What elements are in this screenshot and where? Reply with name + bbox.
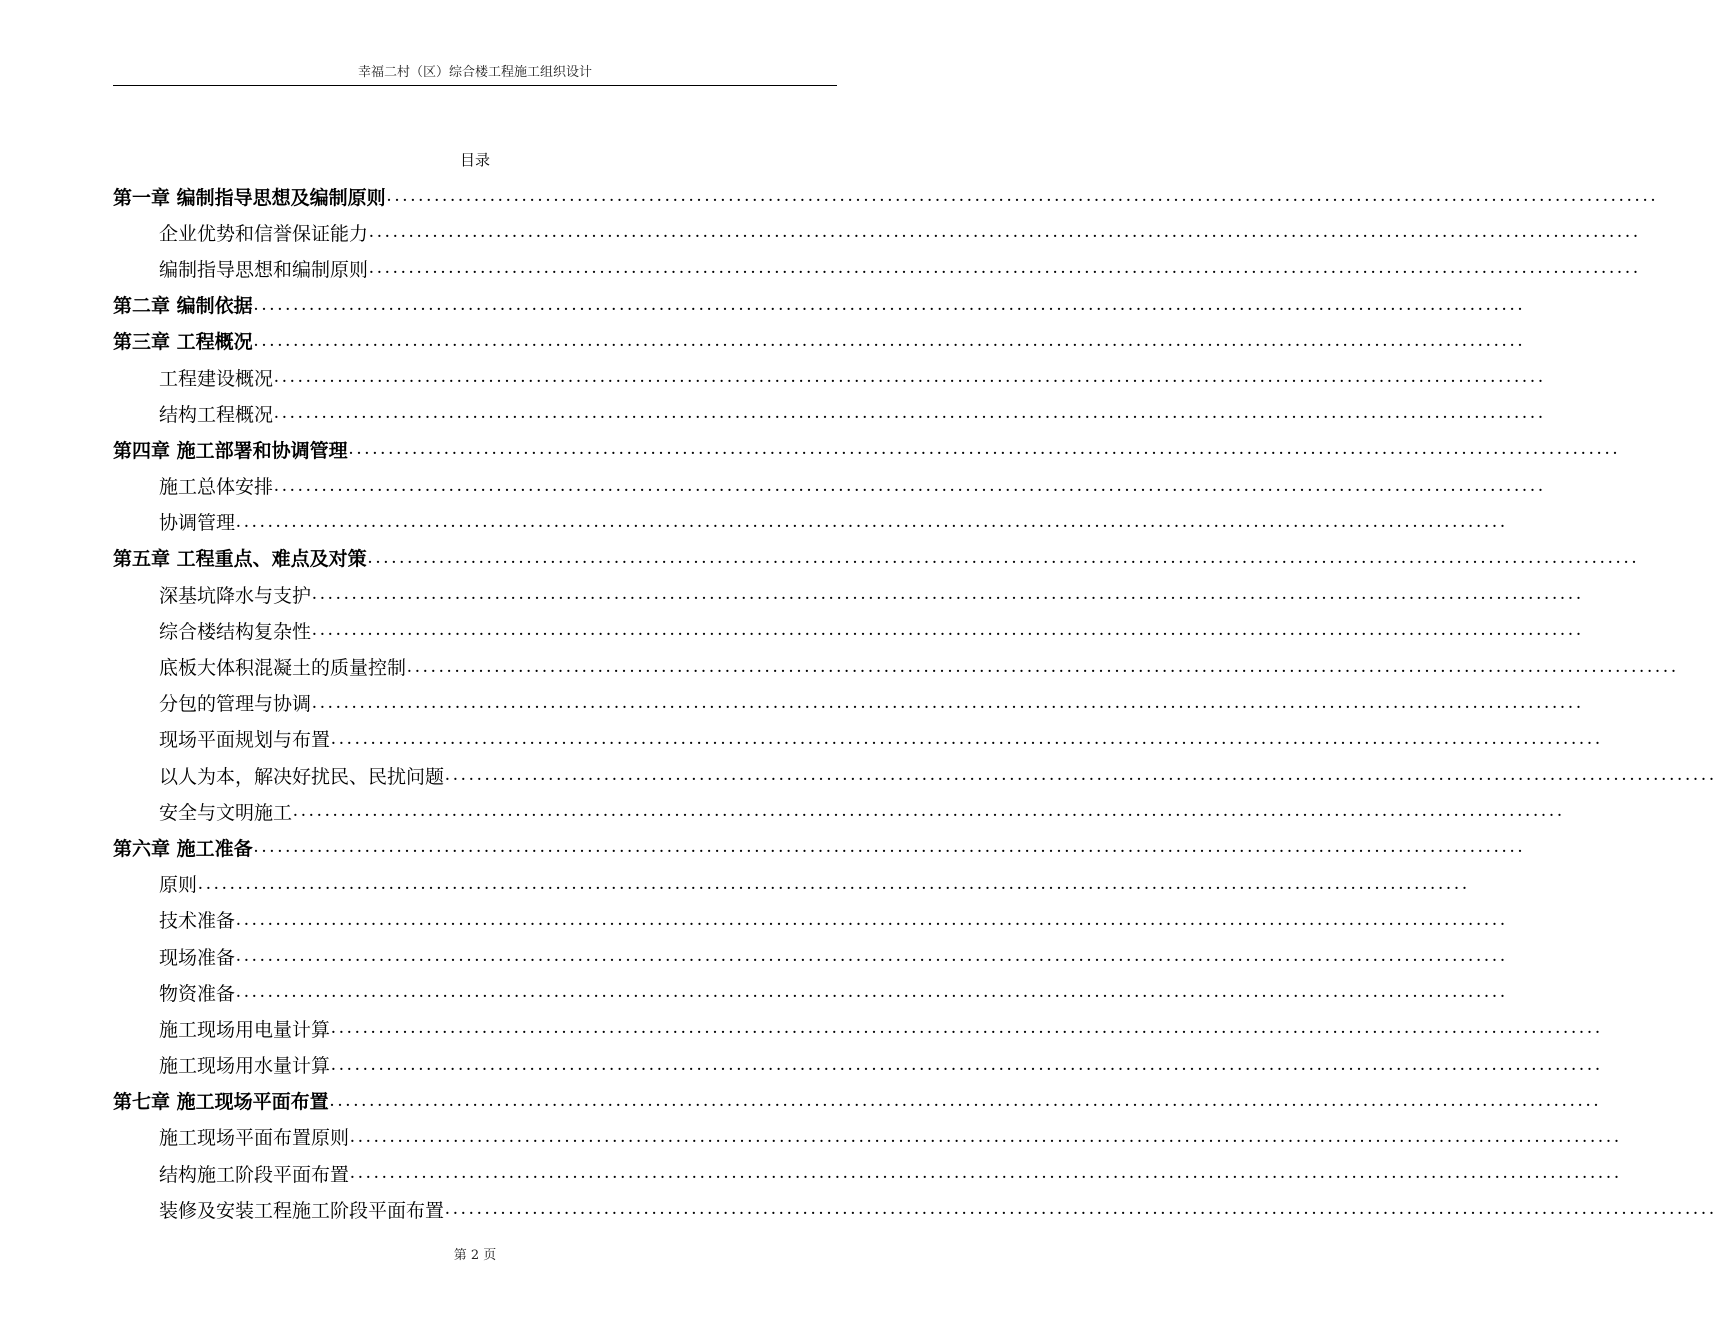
toc-chapter-entry[interactable] [113, 540, 1640, 576]
toc-dot-leader: ................................................................................................................................................................ [236, 981, 1509, 1003]
table-of-contents [113, 178, 1717, 1227]
toc-entry-text: 第五章 工程重点、难点及对策 [113, 548, 367, 571]
toc-dot-leader: ................................................................................................................................................................ [331, 1053, 1604, 1075]
toc-dot-leader: ................................................................................................................................................................ [445, 764, 1717, 786]
toc-entry-text: 第七章 施工现场平面布置 [113, 1091, 329, 1114]
toc-section-entry[interactable] [113, 1155, 1623, 1191]
toc-dot-leader: ................................................................................................................................................................ [369, 257, 1642, 279]
toc-section-entry[interactable] [113, 648, 1680, 684]
toc-chapter-entry[interactable] [113, 431, 1621, 467]
toc-section-entry[interactable] [113, 612, 1585, 648]
toc-section-entry[interactable] [113, 974, 1509, 1010]
toc-section-entry[interactable] [113, 721, 1604, 757]
toc-chapter-entry[interactable] [113, 1083, 1602, 1119]
toc-dot-leader: ................................................................................................................................................................ [236, 510, 1509, 532]
toc-entry-text: 第三章 工程概况 [113, 331, 253, 354]
toc-entry-text: 底板大体积混凝土的质量控制 [159, 657, 407, 680]
toc-dot-leader: ................................................................................................................................................................ [329, 1089, 1602, 1111]
page-number: 第 2 页 [453, 1248, 497, 1263]
toc-entry-text: 结构工程概况 [159, 403, 274, 426]
toc-dot-leader: ................................................................................................................................................................ [386, 185, 1659, 207]
toc-title: 目录 [459, 151, 490, 169]
toc-entry-text: 协调管理 [159, 512, 236, 535]
toc-section-entry[interactable] [113, 793, 1566, 829]
toc-entry-text: 技术准备 [159, 910, 236, 933]
toc-section-entry[interactable] [113, 576, 1585, 612]
toc-entry-text: 原则 [159, 874, 198, 897]
toc-dot-leader: ................................................................................................................................................................ [198, 872, 1471, 894]
toc-entry-text: 综合楼结构复杂性 [159, 620, 312, 643]
toc-dot-leader: ................................................................................................................................................................ [350, 1162, 1623, 1184]
toc-dot-leader: ................................................................................................................................................................ [331, 1017, 1604, 1039]
toc-dot-leader: ................................................................................................................................................................ [253, 293, 1526, 315]
toc-section-entry[interactable] [113, 685, 1585, 721]
toc-entry-text: 施工现场用电量计算 [159, 1018, 331, 1041]
toc-section-entry[interactable] [113, 395, 1547, 431]
toc-dot-leader: ................................................................................................................................................................ [369, 221, 1642, 243]
toc-section-entry[interactable] [113, 902, 1509, 938]
toc-entry-text: 第六章 施工准备 [113, 837, 253, 860]
toc-entry-text: 装修及安装工程施工阶段平面布置 [159, 1199, 445, 1222]
toc-section-entry[interactable] [113, 468, 1547, 504]
toc-dot-leader: ................................................................................................................................................................ [312, 691, 1585, 713]
toc-section-entry[interactable] [113, 504, 1509, 540]
toc-entry-text: 企业优势和信誉保证能力 [159, 222, 369, 245]
toc-dot-leader: ................................................................................................................................................................ [348, 438, 1621, 460]
toc-section-entry[interactable] [113, 1047, 1604, 1083]
toc-section-entry[interactable] [113, 214, 1642, 250]
toc-entry-text: 结构施工阶段平面布置 [159, 1163, 350, 1186]
toc-dot-leader: ................................................................................................................................................................ [253, 329, 1526, 351]
toc-entry-text: 编制指导思想和编制原则 [159, 258, 369, 281]
toc-dot-leader: ................................................................................................................................................................ [445, 1198, 1717, 1220]
toc-chapter-entry[interactable] [113, 178, 1659, 214]
toc-entry-text: 深基坑降水与支护 [159, 584, 312, 607]
toc-dot-leader: ................................................................................................................................................................ [274, 474, 1547, 496]
toc-section-entry[interactable] [113, 1010, 1604, 1046]
toc-chapter-entry[interactable] [113, 323, 1526, 359]
toc-section-entry[interactable] [113, 938, 1509, 974]
toc-section-entry[interactable] [113, 757, 1717, 793]
toc-chapter-entry[interactable] [113, 287, 1526, 323]
page-footer [0, 1247, 950, 1265]
toc-entry-text: 施工现场平面布置原则 [159, 1127, 350, 1150]
toc-entry-text: 安全与文明施工 [159, 801, 293, 824]
toc-section-entry[interactable] [113, 1191, 1717, 1227]
toc-entry-text: 施工总体安排 [159, 476, 274, 499]
toc-dot-leader: ................................................................................................................................................................ [407, 655, 1680, 677]
page-header [113, 64, 837, 86]
toc-section-entry[interactable] [113, 1119, 1623, 1155]
toc-dot-leader: ................................................................................................................................................................ [236, 945, 1509, 967]
toc-section-entry[interactable] [113, 250, 1642, 286]
toc-dot-leader: ................................................................................................................................................................ [274, 366, 1547, 388]
toc-entry-text: 现场平面规划与布置 [159, 729, 331, 752]
toc-dot-leader: ................................................................................................................................................................ [312, 583, 1585, 605]
toc-dot-leader: ................................................................................................................................................................ [253, 836, 1526, 858]
toc-dot-leader: ................................................................................................................................................................ [236, 908, 1509, 930]
toc-entry-text: 施工现场用水量计算 [159, 1055, 331, 1078]
toc-dot-leader: ................................................................................................................................................................ [274, 402, 1547, 424]
toc-section-entry[interactable] [113, 866, 1471, 902]
toc-dot-leader: ................................................................................................................................................................ [331, 727, 1604, 749]
toc-entry-text: 第四章 施工部署和协调管理 [113, 439, 348, 462]
toc-entry-text: 第一章 编制指导思想及编制原则 [113, 186, 386, 209]
toc-dot-leader: ................................................................................................................................................................ [293, 800, 1566, 822]
toc-dot-leader: ................................................................................................................................................................ [350, 1125, 1623, 1147]
toc-entry-text: 现场准备 [159, 946, 236, 969]
toc-section-entry[interactable] [113, 359, 1547, 395]
toc-entry-text: 以人为本，解决好扰民、民扰问题 [159, 765, 445, 788]
toc-entry-text: 物资准备 [159, 982, 236, 1005]
toc-entry-text: 第二章 编制依据 [113, 295, 253, 318]
toc-entry-text: 工程建设概况 [159, 367, 274, 390]
toc-entry-text: 分包的管理与协调 [159, 693, 312, 716]
toc-chapter-entry[interactable] [113, 829, 1526, 865]
toc-dot-leader: ................................................................................................................................................................ [312, 619, 1585, 641]
header-title: 幸福二村（区）综合楼工程施工组织设计 [357, 65, 592, 80]
toc-dot-leader: ................................................................................................................................................................ [367, 546, 1640, 568]
